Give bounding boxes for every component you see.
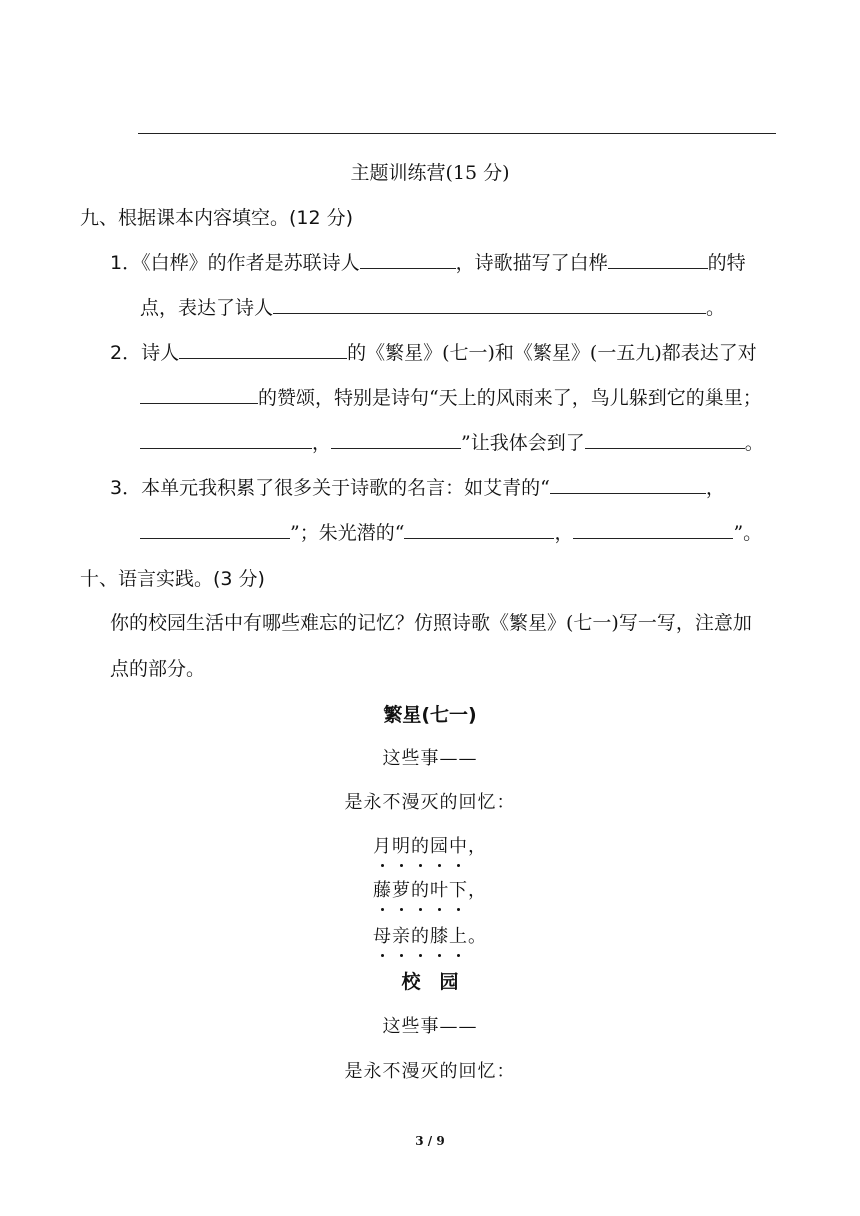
item-text: ”；朱光潜的“ — [290, 522, 405, 544]
dotted-char: 母 — [373, 924, 392, 950]
item-text: 的特 — [707, 252, 746, 274]
answer-blank[interactable] — [179, 340, 347, 359]
answer-blank[interactable] — [140, 430, 312, 449]
answer-blank[interactable] — [273, 295, 706, 314]
poem1-line1: 这些事—— — [382, 748, 478, 769]
punctuation: ， — [468, 836, 487, 857]
dotted-char: 上 — [449, 924, 468, 950]
item-text: ， — [705, 477, 725, 499]
item-number: 3． — [110, 477, 142, 499]
dotted-char: 萝 — [392, 878, 411, 904]
answer-blank[interactable] — [550, 475, 706, 494]
item-text: ， — [312, 432, 332, 454]
poem2-line1: 这些事—— — [382, 1016, 478, 1037]
q9-item1-line1 — [110, 250, 746, 276]
answer-blank[interactable] — [608, 250, 708, 269]
dotted-char: 的 — [411, 834, 430, 860]
dotted-char: 中 — [449, 834, 468, 860]
poem1-title: 繁星(七一) — [383, 704, 477, 726]
answer-blank[interactable] — [585, 430, 745, 449]
answer-blank[interactable] — [404, 520, 554, 539]
item-number: 2． — [110, 342, 142, 364]
dotted-char: 亲 — [392, 924, 411, 950]
answer-blank[interactable] — [573, 520, 733, 539]
item-text: 。 — [744, 432, 764, 454]
dotted-char: 园 — [430, 834, 449, 860]
dotted-char: 下 — [449, 878, 468, 904]
q9-item2-line3 — [140, 430, 764, 456]
q9-item3-line2 — [140, 520, 762, 546]
dotted-char: 叶 — [430, 878, 449, 904]
item-text: 的《繁星》(七一)和《繁星》(一五九)都表达了对 — [347, 342, 757, 364]
section-title: 主题训练营(15 分) — [350, 162, 510, 184]
item-text: ”。 — [733, 522, 763, 544]
item-text: 的赞颂，特别是诗句“天上的风雨来了，鸟儿躲到它的巢里； — [258, 387, 762, 409]
item-text: 诗人 — [141, 342, 180, 364]
q9-item2-line2 — [140, 385, 762, 411]
page-number: 3 / 9 — [415, 1134, 445, 1148]
poem2-title: 校 园 — [401, 971, 459, 993]
punctuation: 。 — [468, 926, 487, 947]
poem1-line3 — [0, 834, 860, 860]
item-text: ”让我体会到了 — [461, 432, 585, 454]
dotted-char: 月 — [373, 834, 392, 860]
item-text: ，诗歌描写了白桦 — [455, 252, 608, 274]
q9-item1-line2 — [140, 295, 725, 321]
q10-prompt-line2: 点的部分。 — [110, 658, 206, 680]
dotted-char: 的 — [411, 924, 430, 950]
poem1-line4 — [0, 878, 860, 904]
item-text: 《白桦》的作者是苏联诗人 — [141, 252, 360, 274]
dotted-char: 明 — [392, 834, 411, 860]
item-text: 。 — [706, 297, 726, 319]
header-rule — [138, 133, 776, 134]
poem1-line5 — [0, 924, 860, 950]
item-text: ， — [554, 522, 574, 544]
answer-blank[interactable] — [140, 520, 290, 539]
q9-item2-line1 — [110, 340, 757, 366]
dotted-char: 的 — [411, 878, 430, 904]
item-text: 点，表达了诗人 — [140, 297, 274, 319]
q9-heading: 九、根据课本内容填空。(12 分) — [80, 207, 354, 229]
dotted-char: 膝 — [430, 924, 449, 950]
answer-blank[interactable] — [331, 430, 461, 449]
q10-prompt-line1: 你的校园生活中有哪些难忘的记忆？仿照诗歌《繁星》(七一)写一写，注意加 — [110, 612, 752, 634]
q10-heading: 十、语言实践。(3 分) — [80, 568, 265, 590]
answer-blank[interactable] — [140, 385, 258, 404]
poem1-line2: 是永不漫灭的回忆： — [344, 792, 516, 813]
item-number: 1． — [110, 252, 142, 274]
poem2-line2: 是永不漫灭的回忆： — [344, 1061, 516, 1082]
dotted-char: 藤 — [373, 878, 392, 904]
item-text: 本单元我积累了很多关于诗歌的名言：如艾青的“ — [141, 477, 550, 499]
q9-item3-line1 — [110, 475, 725, 501]
punctuation: ， — [468, 880, 487, 901]
answer-blank[interactable] — [360, 250, 456, 269]
